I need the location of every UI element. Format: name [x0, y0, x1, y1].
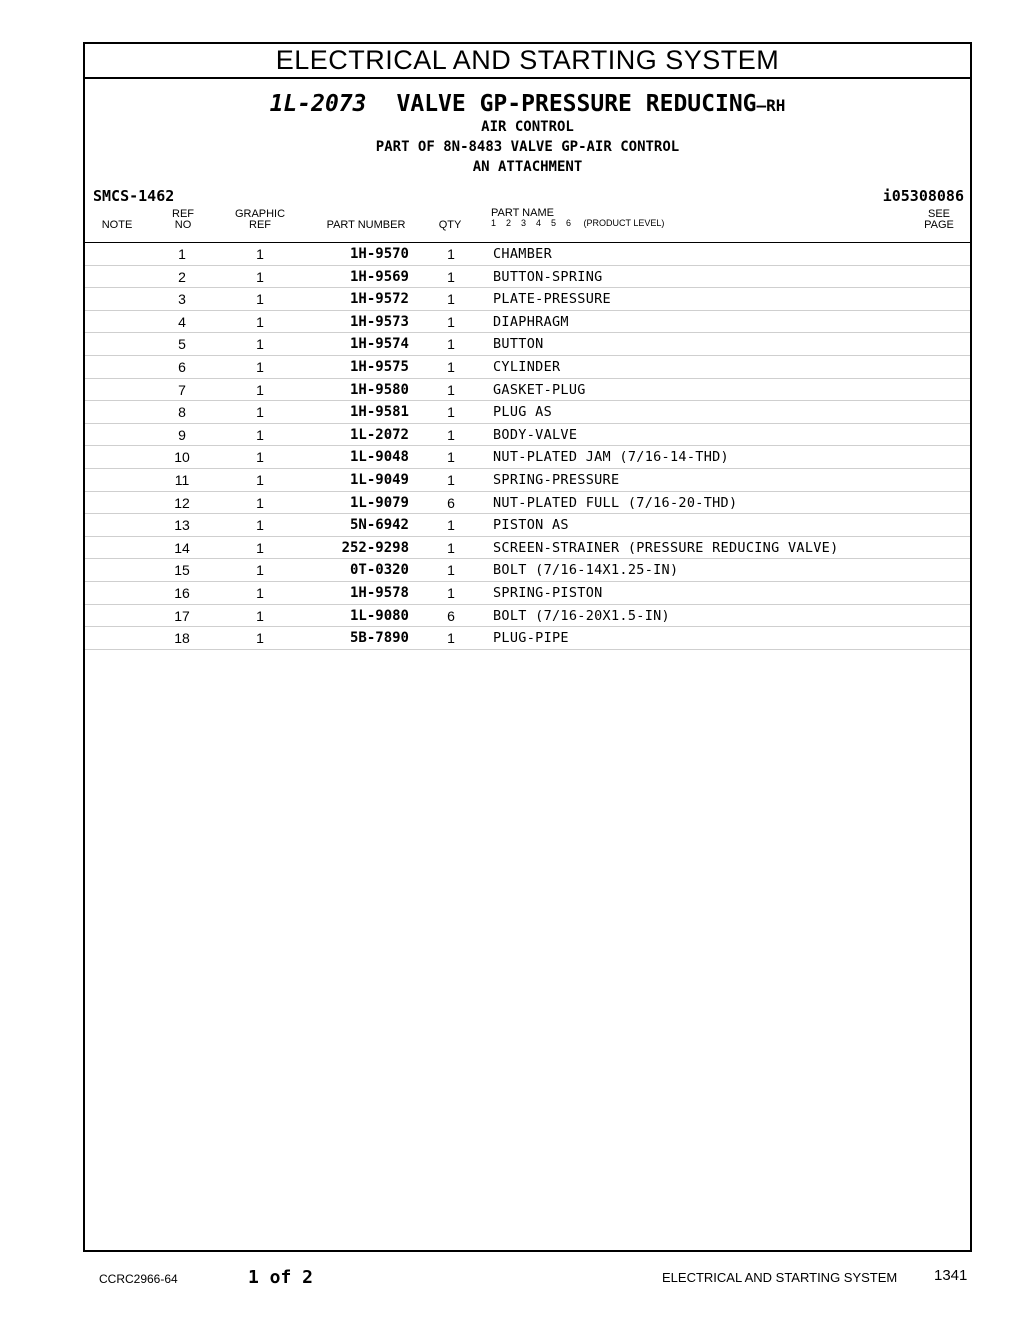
col-see-page-1: SEE: [927, 208, 950, 220]
row-ref-no: 1: [178, 246, 186, 262]
row-quantity: 1: [447, 426, 455, 443]
row-part-name: BUTTON-SPRING: [493, 268, 603, 285]
row-part-number: 1H-9578: [349, 584, 409, 601]
page-footer: [0, 1262, 1020, 1302]
col-graphic-ref-2: REF: [249, 219, 271, 231]
col-product-level: 1 2 3 4 5 6 (PRODUCT LEVEL): [491, 218, 665, 228]
row-part-number: 1L-2072: [349, 426, 409, 443]
row-graphic-ref: 1: [256, 336, 264, 353]
footer-section: ELECTRICAL AND STARTING SYSTEM: [662, 1270, 898, 1285]
row-part-name: PISTON AS: [493, 517, 569, 534]
row-graphic-ref: 1: [256, 562, 264, 579]
part-title-suffix: —RH: [756, 96, 786, 115]
row-part-name: NUT-PLATED FULL (7/16-20-THD): [493, 494, 738, 511]
row-part-name: BODY-VALVE: [493, 426, 578, 443]
table-row: [85, 356, 970, 379]
row-graphic-ref: 1: [256, 268, 264, 285]
row-quantity: 6: [447, 607, 455, 624]
row-part-number: 5B-7890: [349, 630, 409, 647]
table-row: [85, 266, 970, 289]
part-subtitle-2: PART OF 8N-8483 VALVE GP-AIR CONTROL: [375, 139, 680, 155]
col-part-number: PART NUMBER: [326, 219, 406, 231]
row-ref-no: 13: [174, 517, 190, 534]
row-graphic-ref: 1: [256, 517, 264, 534]
row-ref-no: 11: [174, 471, 190, 488]
col-ref-no-1: REF: [172, 208, 194, 220]
row-part-number: 1L-9049: [349, 471, 409, 488]
row-part-number: 1H-9570: [349, 246, 409, 262]
row-part-number: 252-9298: [341, 539, 409, 556]
row-graphic-ref: 1: [256, 584, 264, 601]
part-subtitle-1: AIR CONTROL: [481, 119, 574, 135]
row-part-number: 5N-6942: [349, 517, 409, 534]
illustration-id: i05308086: [882, 187, 964, 205]
row-graphic-ref: 1: [256, 539, 264, 556]
row-graphic-ref: 1: [256, 494, 264, 511]
col-qty: QTY: [438, 219, 462, 231]
part-title-line: [85, 91, 970, 119]
table-row: [85, 333, 970, 356]
table-row: [85, 401, 970, 424]
part-title-name: VALVE GP-PRESSURE REDUCING: [396, 91, 757, 117]
row-part-name: CHAMBER: [493, 246, 552, 262]
row-quantity: 1: [447, 539, 455, 556]
row-part-name: PLATE-PRESSURE: [493, 291, 611, 308]
row-graphic-ref: 1: [256, 313, 264, 330]
row-ref-no: 18: [174, 630, 190, 647]
row-part-name: SPRING-PRESSURE: [493, 471, 620, 488]
table-row: [85, 582, 970, 605]
row-graphic-ref: 1: [256, 291, 264, 308]
row-ref-no: 4: [178, 313, 186, 330]
table-row: [85, 288, 970, 311]
row-part-name: BOLT (7/16-20X1.5-IN): [493, 607, 670, 624]
row-quantity: 1: [447, 449, 455, 466]
row-quantity: 1: [447, 471, 455, 488]
col-see-page-2: PAGE: [924, 219, 954, 231]
row-graphic-ref: 1: [256, 246, 264, 262]
section-title: ELECTRICAL AND STARTING SYSTEM: [85, 44, 970, 79]
row-quantity: 1: [447, 358, 455, 375]
row-quantity: 1: [447, 517, 455, 534]
row-quantity: 1: [447, 246, 455, 262]
col-part-name: PART NAME: [491, 207, 554, 219]
row-part-name: PLUG-PIPE: [493, 630, 569, 647]
row-graphic-ref: 1: [256, 426, 264, 443]
row-part-number: 1H-9574: [349, 336, 409, 353]
row-graphic-ref: 1: [256, 381, 264, 398]
row-ref-no: 9: [178, 426, 186, 443]
table-row: [85, 243, 970, 266]
row-ref-no: 15: [174, 562, 190, 579]
table-row: [85, 379, 970, 402]
row-part-number: 1H-9573: [349, 313, 409, 330]
row-part-number: 1L-9080: [349, 607, 409, 624]
row-quantity: 1: [447, 336, 455, 353]
row-ref-no: 12: [174, 494, 190, 511]
table-row: [85, 559, 970, 582]
row-part-number: 1H-9575: [349, 358, 409, 375]
row-ref-no: 10: [174, 449, 190, 466]
row-part-number: 1H-9581: [349, 404, 409, 421]
table-row: [85, 537, 970, 560]
row-ref-no: 6: [178, 358, 186, 375]
row-part-number: 1H-9569: [349, 268, 409, 285]
part-title-number: 1L-2073: [269, 91, 367, 117]
table-row: [85, 514, 970, 537]
parts-page-frame: [83, 42, 972, 1252]
row-ref-no: 8: [178, 404, 186, 421]
row-quantity: 1: [447, 584, 455, 601]
row-ref-no: 3: [178, 291, 186, 308]
part-heading: [85, 79, 970, 243]
row-quantity: 1: [447, 630, 455, 647]
footer-page-number: 1341: [934, 1267, 968, 1284]
row-part-name: SCREEN-STRAINER (PRESSURE REDUCING VALVE): [493, 539, 839, 556]
row-graphic-ref: 1: [256, 471, 264, 488]
table-row: [85, 492, 970, 515]
footer-doc-code: CCRC2966-64: [99, 1272, 178, 1286]
row-part-number: 0T-0320: [349, 562, 409, 579]
row-ref-no: 7: [178, 381, 186, 398]
row-graphic-ref: 1: [256, 630, 264, 647]
table-row: [85, 424, 970, 447]
row-part-name: PLUG AS: [493, 404, 552, 421]
row-graphic-ref: 1: [256, 404, 264, 421]
col-note: NOTE: [101, 219, 133, 231]
smcs-code: SMCS-1462: [93, 187, 175, 205]
parts-table: [85, 243, 970, 650]
table-row: [85, 446, 970, 469]
row-part-name: CYLINDER: [493, 358, 561, 375]
row-quantity: 1: [447, 313, 455, 330]
row-graphic-ref: 1: [256, 449, 264, 466]
row-part-number: 1L-9048: [349, 449, 409, 466]
row-part-name: NUT-PLATED JAM (7/16-14-THD): [493, 449, 729, 466]
row-part-number: 1L-9079: [349, 494, 409, 511]
row-graphic-ref: 1: [256, 358, 264, 375]
col-graphic-ref-1: GRAPHIC: [234, 208, 286, 220]
row-quantity: 1: [447, 562, 455, 579]
row-quantity: 1: [447, 268, 455, 285]
row-ref-no: 16: [174, 584, 190, 601]
row-part-name: SPRING-PISTON: [493, 584, 603, 601]
row-ref-no: 17: [174, 607, 190, 624]
table-row: [85, 469, 970, 492]
table-row: [85, 605, 970, 628]
row-part-name: GASKET-PLUG: [493, 381, 586, 398]
row-part-number: 1H-9580: [349, 381, 409, 398]
row-ref-no: 5: [178, 336, 186, 353]
row-ref-no: 14: [174, 539, 190, 556]
row-quantity: 1: [447, 381, 455, 398]
row-ref-no: 2: [178, 268, 186, 285]
row-quantity: 1: [447, 404, 455, 421]
col-ref-no-2: NO: [174, 219, 192, 231]
row-quantity: 1: [447, 291, 455, 308]
table-row: [85, 627, 970, 650]
row-quantity: 6: [447, 494, 455, 511]
table-row: [85, 311, 970, 334]
row-graphic-ref: 1: [256, 607, 264, 624]
row-part-name: BUTTON: [493, 336, 544, 353]
part-subtitle-3: AN ATTACHMENT: [472, 159, 583, 175]
row-part-number: 1H-9572: [349, 291, 409, 308]
footer-page-count: 1 of 2: [248, 1267, 314, 1288]
row-part-name: DIAPHRAGM: [493, 313, 569, 330]
row-part-name: BOLT (7/16-14X1.25-IN): [493, 562, 679, 579]
